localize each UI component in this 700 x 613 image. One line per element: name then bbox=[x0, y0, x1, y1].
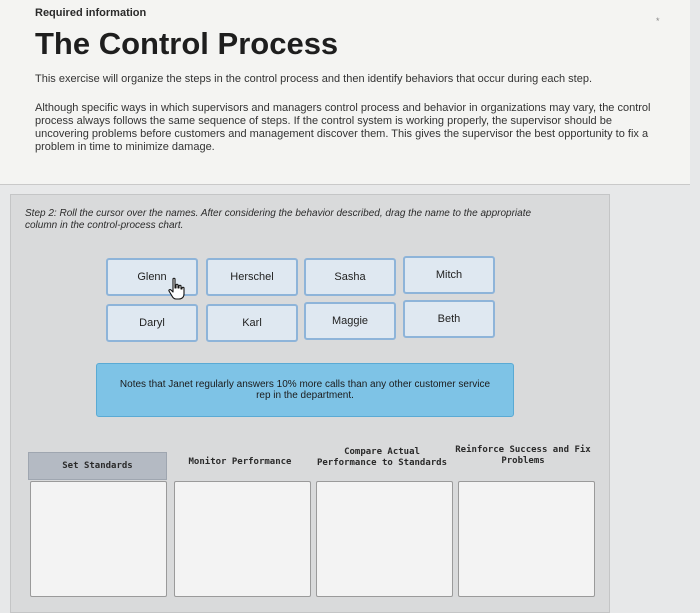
column-header-monitor-performance: Monitor Performance bbox=[188, 456, 292, 467]
intro-text: This exercise will organize the steps in the control process and then identify behaviors that occur during each step. bbox=[35, 73, 593, 85]
hand-cursor-icon bbox=[167, 277, 187, 301]
column-header-reinforce-fix: Reinforce Success and Fix Problems bbox=[455, 445, 591, 466]
instructions-panel bbox=[0, 0, 690, 185]
name-chip-karl[interactable]: Karl bbox=[206, 304, 298, 342]
column-header-set-standards: Set Standards bbox=[28, 452, 167, 480]
drop-zone-compare-actual[interactable] bbox=[316, 481, 453, 597]
page-title: The Control Process bbox=[35, 26, 339, 61]
star-marker: * bbox=[656, 16, 660, 26]
drop-zone-set-standards[interactable] bbox=[30, 481, 167, 597]
name-chip-glenn[interactable]: Glenn bbox=[106, 258, 198, 296]
drop-zone-reinforce-fix[interactable] bbox=[458, 481, 595, 597]
name-chip-mitch[interactable]: Mitch bbox=[403, 256, 495, 294]
behavior-text: Notes that Janet regularly answers 10% more calls than any other customer service rep in the department. bbox=[119, 379, 491, 401]
name-chip-herschel[interactable]: Herschel bbox=[206, 258, 298, 296]
step-instruction: Step 2: Roll the cursor over the names. After considering the behavior described, drag the name to the appropriate column in the control-process chart. bbox=[25, 208, 532, 231]
behavior-card bbox=[96, 363, 514, 417]
name-chip-beth[interactable]: Beth bbox=[403, 300, 495, 338]
column-header-compare-actual: Compare Actual Performance to Standards bbox=[316, 447, 448, 468]
drop-zone-monitor-performance[interactable] bbox=[174, 481, 311, 597]
description-text: Although specific ways in which supervisors and managers control process and behavior in organizations may vary, the control process always follows the same sequence of steps. If the control system is working properly, the supervisor should be uncovering problems before customers and management discover them. This gives the supervisor the best opportunity to fix a problem in time to minimize damage. bbox=[35, 102, 651, 153]
required-label: Required information bbox=[35, 7, 147, 19]
name-chip-sasha[interactable]: Sasha bbox=[304, 258, 396, 296]
name-chip-daryl[interactable]: Daryl bbox=[106, 304, 198, 342]
name-chip-maggie[interactable]: Maggie bbox=[304, 302, 396, 340]
